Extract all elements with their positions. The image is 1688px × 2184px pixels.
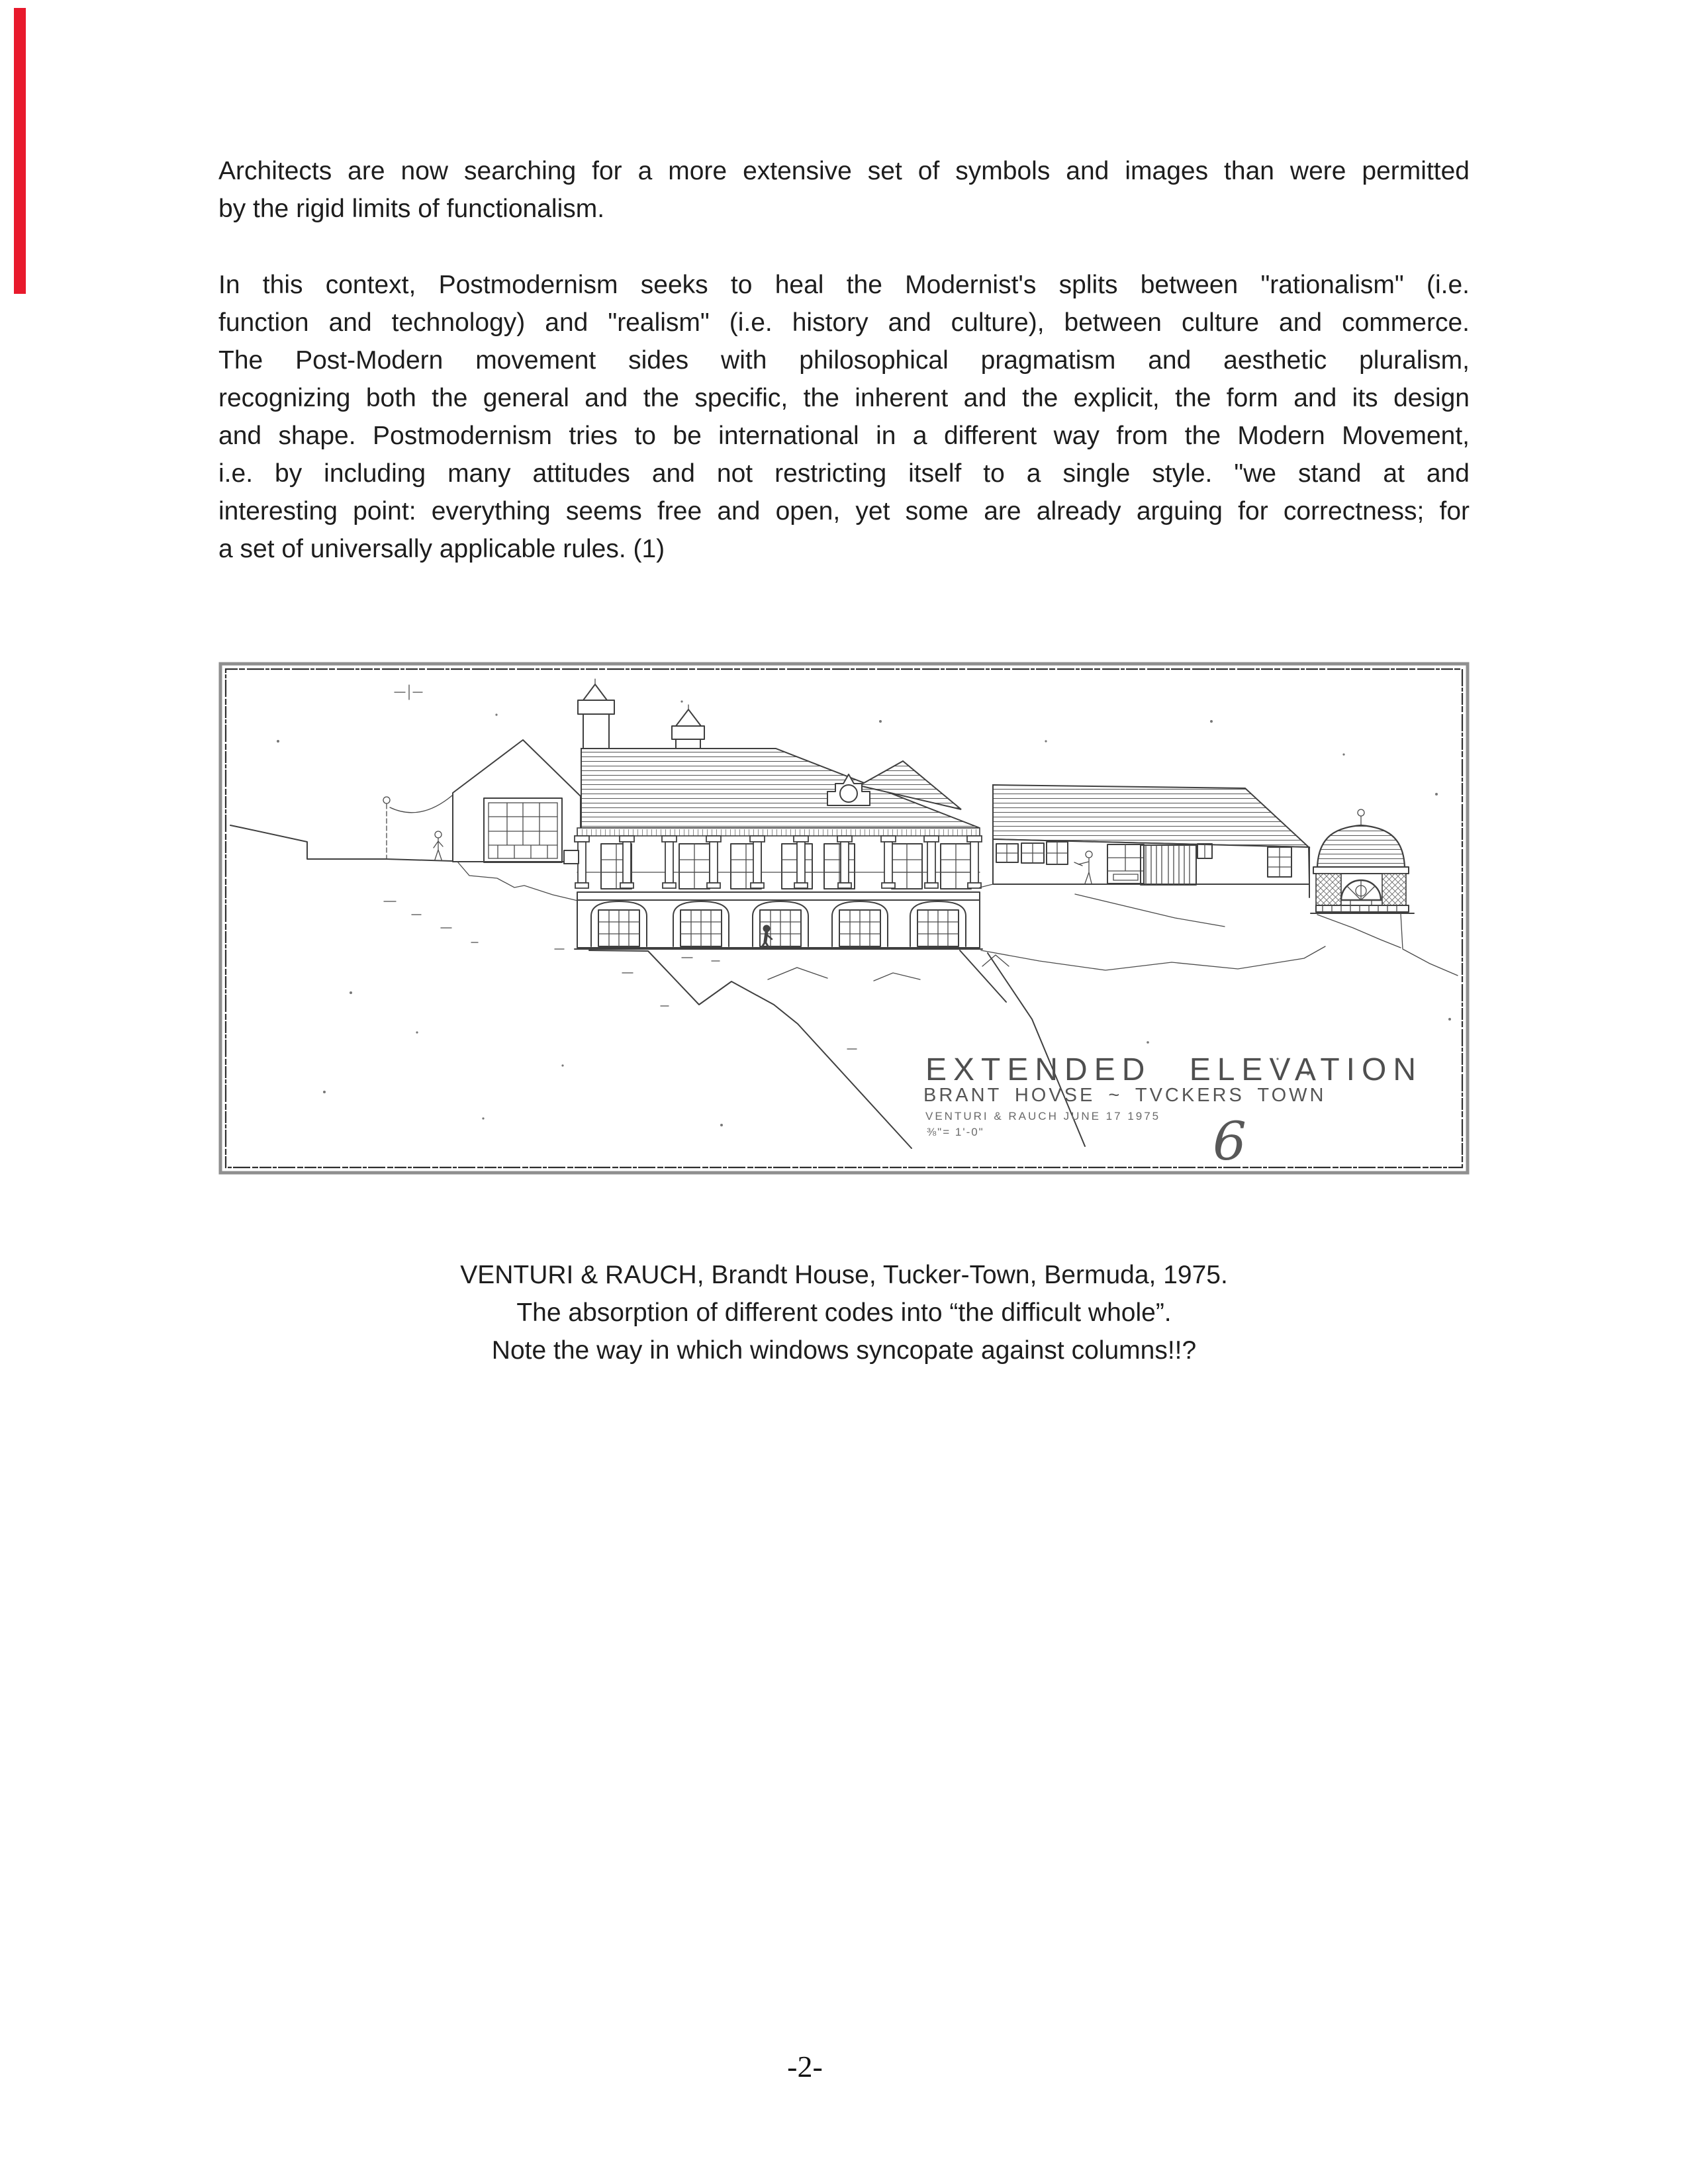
paragraph-2	[218, 266, 1470, 568]
paragraph-line: function and technology) and "realism" (i.e. history and culture), between culture and commerce.	[218, 308, 1470, 337]
page-number: -2-	[787, 2050, 823, 2083]
drawing-subtitle: BRANT HOVSE ~ TVCKERS TOWN	[923, 1085, 1327, 1106]
paragraph-line: and shape. Postmodernism tries to be international in a different way from the Modern Movement,	[218, 422, 1470, 450]
caption-line: The absorption of different codes into “the difficult whole”.	[516, 1298, 1172, 1327]
paragraph-line: recognizing both the general and the specific, the inherent and the explicit, the form and its design	[218, 384, 1470, 412]
paragraph-1	[218, 152, 1470, 228]
paragraph-line: In this context, Postmodernism seeks to heal the Modernist's splits between "rationalism" (i.e.	[218, 271, 1470, 299]
red-bookmark-marker	[14, 8, 26, 294]
figure-caption	[218, 1256, 1470, 1369]
paragraph-line: a set of universally applicable rules. (1)	[218, 535, 665, 563]
elevation-drawing	[218, 662, 1470, 1175]
caption-line: VENTURI & RAUCH, Brandt House, Tucker-Town, Bermuda, 1975.	[460, 1261, 1228, 1289]
paragraph-line: interesting point: everything seems free and open, yet some are already arguing for correctness; for	[218, 497, 1470, 525]
drawing-credit: VENTURI & RAUCH JUNE 17 1975	[925, 1110, 1161, 1122]
wall-box	[564, 850, 579, 864]
drawing-scale-note: ⅜"= 1'-0"	[927, 1126, 984, 1138]
sheet-number: 6	[1213, 1111, 1246, 1172]
figure-scanned-elevation	[218, 662, 1470, 1175]
paragraph-line: Architects are now searching for a more extensive set of symbols and images than were permitted	[218, 157, 1470, 185]
paragraph-line: i.e. by including many attitudes and not restricting itself to a single style. "we stand at and	[218, 459, 1470, 488]
caption-line: Note the way in which windows syncopate against columns!!?	[491, 1336, 1197, 1365]
drawing-title: EXTENDED ELEVATION	[925, 1052, 1423, 1087]
paragraph-line: The Post-Modern movement sides with philosophical pragmatism and aesthetic pluralism,	[218, 346, 1470, 375]
paragraph-line: by the rigid limits of functionalism.	[218, 195, 605, 223]
